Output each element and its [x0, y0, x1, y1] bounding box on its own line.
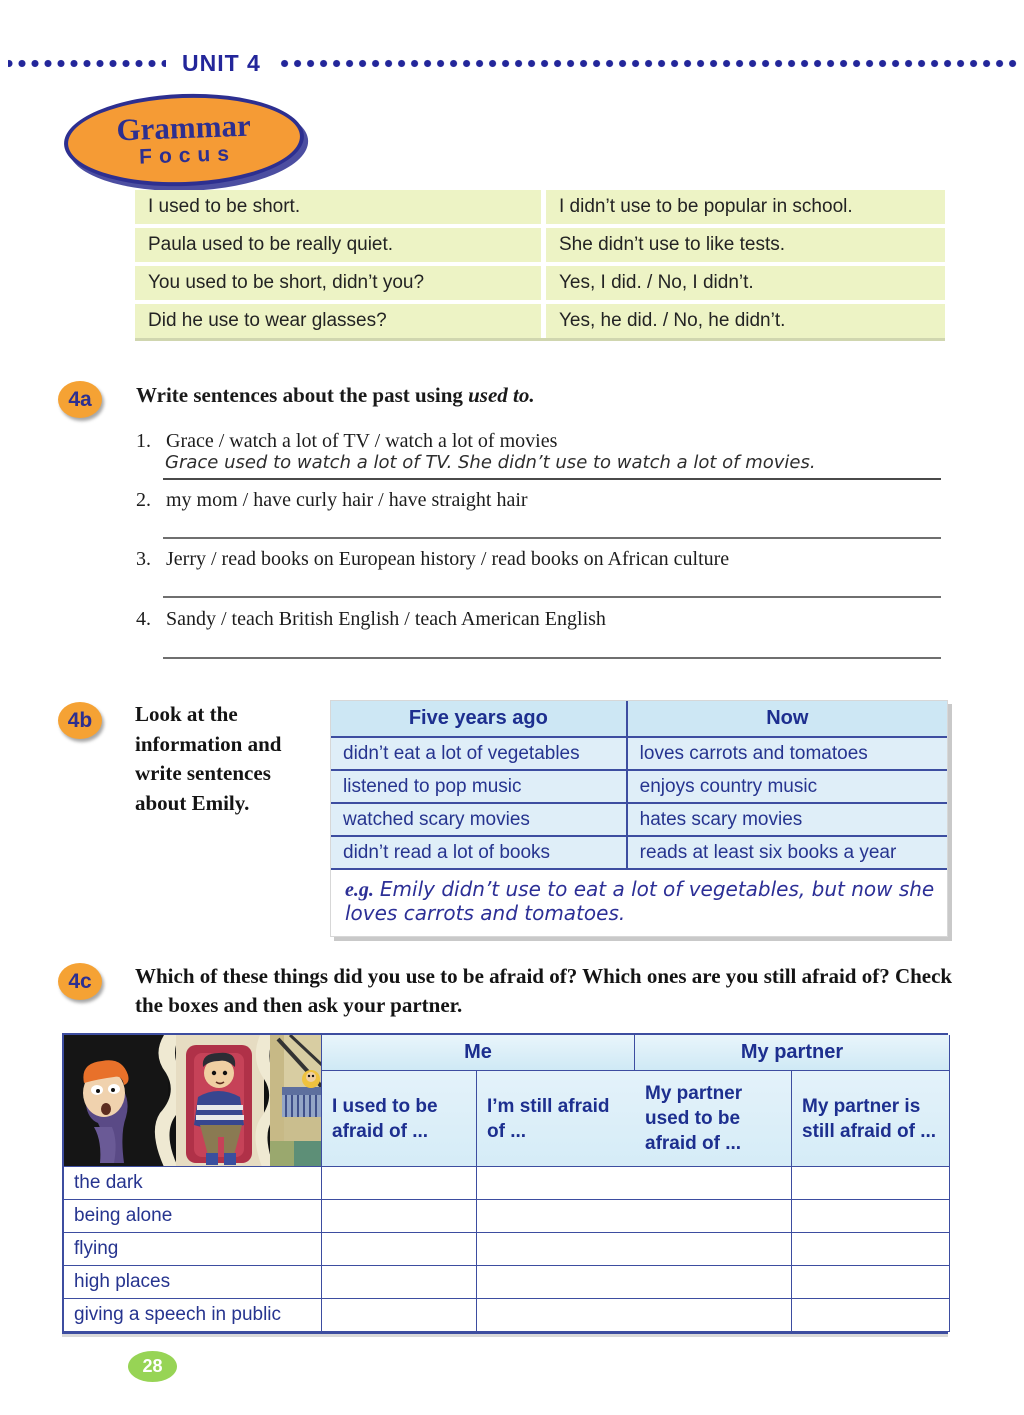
- table-cell: didn’t read a lot of books: [331, 836, 627, 869]
- grammar-cell: I used to be short.: [135, 190, 541, 224]
- unit-header: [0, 50, 1024, 76]
- checkbox-cell[interactable]: [322, 1200, 477, 1233]
- checkbox-cell[interactable]: [635, 1266, 792, 1299]
- example-label: e.g.: [345, 879, 374, 901]
- grammar-focus-badge: [62, 90, 305, 190]
- item-prompt: Jerry / read books on European history / read books on African culture: [166, 548, 730, 570]
- checkbox-cell[interactable]: [635, 1200, 792, 1233]
- checkbox-cell[interactable]: [792, 1167, 950, 1200]
- dotted-rule-right: [277, 59, 1020, 68]
- grammar-cell: She didn’t use to like tests.: [546, 228, 945, 262]
- item-number: 3.: [136, 548, 151, 570]
- table-cell: didn’t eat a lot of vegetables: [331, 737, 627, 770]
- column-header: Five years ago: [331, 701, 627, 737]
- grammar-cell: Yes, he did. / No, he didn’t.: [546, 304, 945, 338]
- group-header-me: Me: [322, 1035, 635, 1071]
- checkbox-cell[interactable]: [792, 1266, 950, 1299]
- row-label-high-places: high places: [64, 1266, 322, 1299]
- item-number: 1.: [136, 430, 151, 452]
- checkbox-cell[interactable]: [792, 1200, 950, 1233]
- checkbox-cell[interactable]: [477, 1200, 635, 1233]
- table-cell: reads at least six books a year: [627, 836, 947, 869]
- table-row: [135, 190, 945, 228]
- checkbox-cell[interactable]: [322, 1233, 477, 1266]
- checkbox-cell[interactable]: [477, 1167, 635, 1200]
- section-4a-title: [136, 383, 956, 408]
- exercise-item-1: [136, 430, 946, 453]
- table-cell: watched scary movies: [331, 803, 627, 836]
- grammar-cell: Yes, I did. / No, I didn’t.: [546, 266, 945, 300]
- page-number-badge: 28: [128, 1351, 177, 1382]
- scared-of-things-cartoon-illustration: [64, 1035, 322, 1167]
- grammar-focus-table: [135, 190, 945, 338]
- checkbox-cell[interactable]: [322, 1299, 477, 1332]
- row-label-giving-a-speech: giving a speech in public: [64, 1299, 322, 1332]
- emily-table: [331, 701, 947, 870]
- fears-table: [62, 1033, 948, 1334]
- answer-line-4[interactable]: [163, 631, 941, 659]
- checkbox-cell[interactable]: [322, 1167, 477, 1200]
- item-prompt: my mom / have curly hair / have straight hair: [166, 489, 528, 511]
- table-row: [135, 228, 945, 266]
- item-number: 2.: [136, 489, 151, 511]
- column-header: Now: [627, 701, 947, 737]
- example-sentence: [331, 870, 947, 936]
- group-header-my-partner: My partner: [635, 1035, 950, 1071]
- checkbox-cell[interactable]: [477, 1233, 635, 1266]
- grammar-cell: Paula used to be really quiet.: [135, 228, 541, 262]
- checkbox-cell[interactable]: [792, 1299, 950, 1332]
- checkbox-cell[interactable]: [322, 1266, 477, 1299]
- answer-line-2[interactable]: [163, 511, 941, 539]
- column-header-used-to: I used to be afraid of ...: [322, 1071, 477, 1167]
- example-text: Emily didn’t use to eat a lot of vegetables, but now she loves carrots and tomatoes.: [345, 877, 935, 925]
- row-label-flying: flying: [64, 1233, 322, 1266]
- cartoon-svg: [64, 1035, 322, 1167]
- answer-line-3[interactable]: [163, 570, 941, 598]
- row-label-the-dark: the dark: [64, 1167, 322, 1200]
- column-header-still: I’m still afraid of ...: [477, 1071, 635, 1167]
- section-4b-badge: 4b: [58, 702, 102, 739]
- exercise-item-2: [136, 489, 946, 512]
- item-number: 4.: [136, 608, 151, 630]
- checkbox-cell[interactable]: [477, 1266, 635, 1299]
- exercise-item-4: [136, 608, 946, 631]
- emily-info-box: [330, 700, 948, 937]
- checkbox-cell[interactable]: [792, 1233, 950, 1266]
- section-4a-badge: 4a: [58, 381, 102, 418]
- table-row: [135, 266, 945, 304]
- column-header-partner-used-to: My partner used to be afraid of ...: [635, 1071, 792, 1167]
- item-prompt: Grace / watch a lot of TV / watch a lot of movies: [166, 430, 558, 452]
- section-4b-instruction: Look at the information and write sentences about Emily.: [135, 702, 282, 815]
- column-header-partner-still: My partner is still afraid of ...: [792, 1071, 950, 1167]
- grammar-focus-line2: Focus: [138, 142, 237, 169]
- title-italic-text: used to.: [468, 383, 535, 407]
- grammar-cell: I didn’t use to be popular in school.: [546, 190, 945, 224]
- answer-line-1[interactable]: Grace used to watch a lot of TV. She didn’t use to watch a lot of movies.: [163, 452, 941, 480]
- grammar-cell: You used to be short, didn’t you?: [135, 266, 541, 300]
- item-prompt: Sandy / teach British English / teach American English: [166, 608, 606, 630]
- checkbox-cell[interactable]: [635, 1167, 792, 1200]
- dotted-rule-left: [8, 59, 166, 68]
- exercise-item-3: [136, 548, 946, 571]
- grammar-cell: Did he use to wear glasses?: [135, 304, 541, 338]
- section-4c-badge: 4c: [58, 963, 102, 1000]
- table-cell: loves carrots and tomatoes: [627, 737, 947, 770]
- table-cell: listened to pop music: [331, 770, 627, 803]
- checkbox-cell[interactable]: [635, 1299, 792, 1332]
- checkbox-cell[interactable]: [635, 1233, 792, 1266]
- row-label-being-alone: being alone: [64, 1200, 322, 1233]
- section-4c-title: Which of these things did you use to be afraid of? Which ones are you still afraid of? Check the boxes and then ask your partner.: [135, 964, 953, 1017]
- checkbox-cell[interactable]: [477, 1299, 635, 1332]
- table-cell: hates scary movies: [627, 803, 947, 836]
- table-row: [135, 304, 945, 338]
- title-text: Write sentences about the past using: [136, 383, 469, 407]
- grammar-focus-line1: Grammar: [115, 107, 252, 148]
- unit-title: UNIT 4: [182, 49, 261, 76]
- table-cell: enjoys country music: [627, 770, 947, 803]
